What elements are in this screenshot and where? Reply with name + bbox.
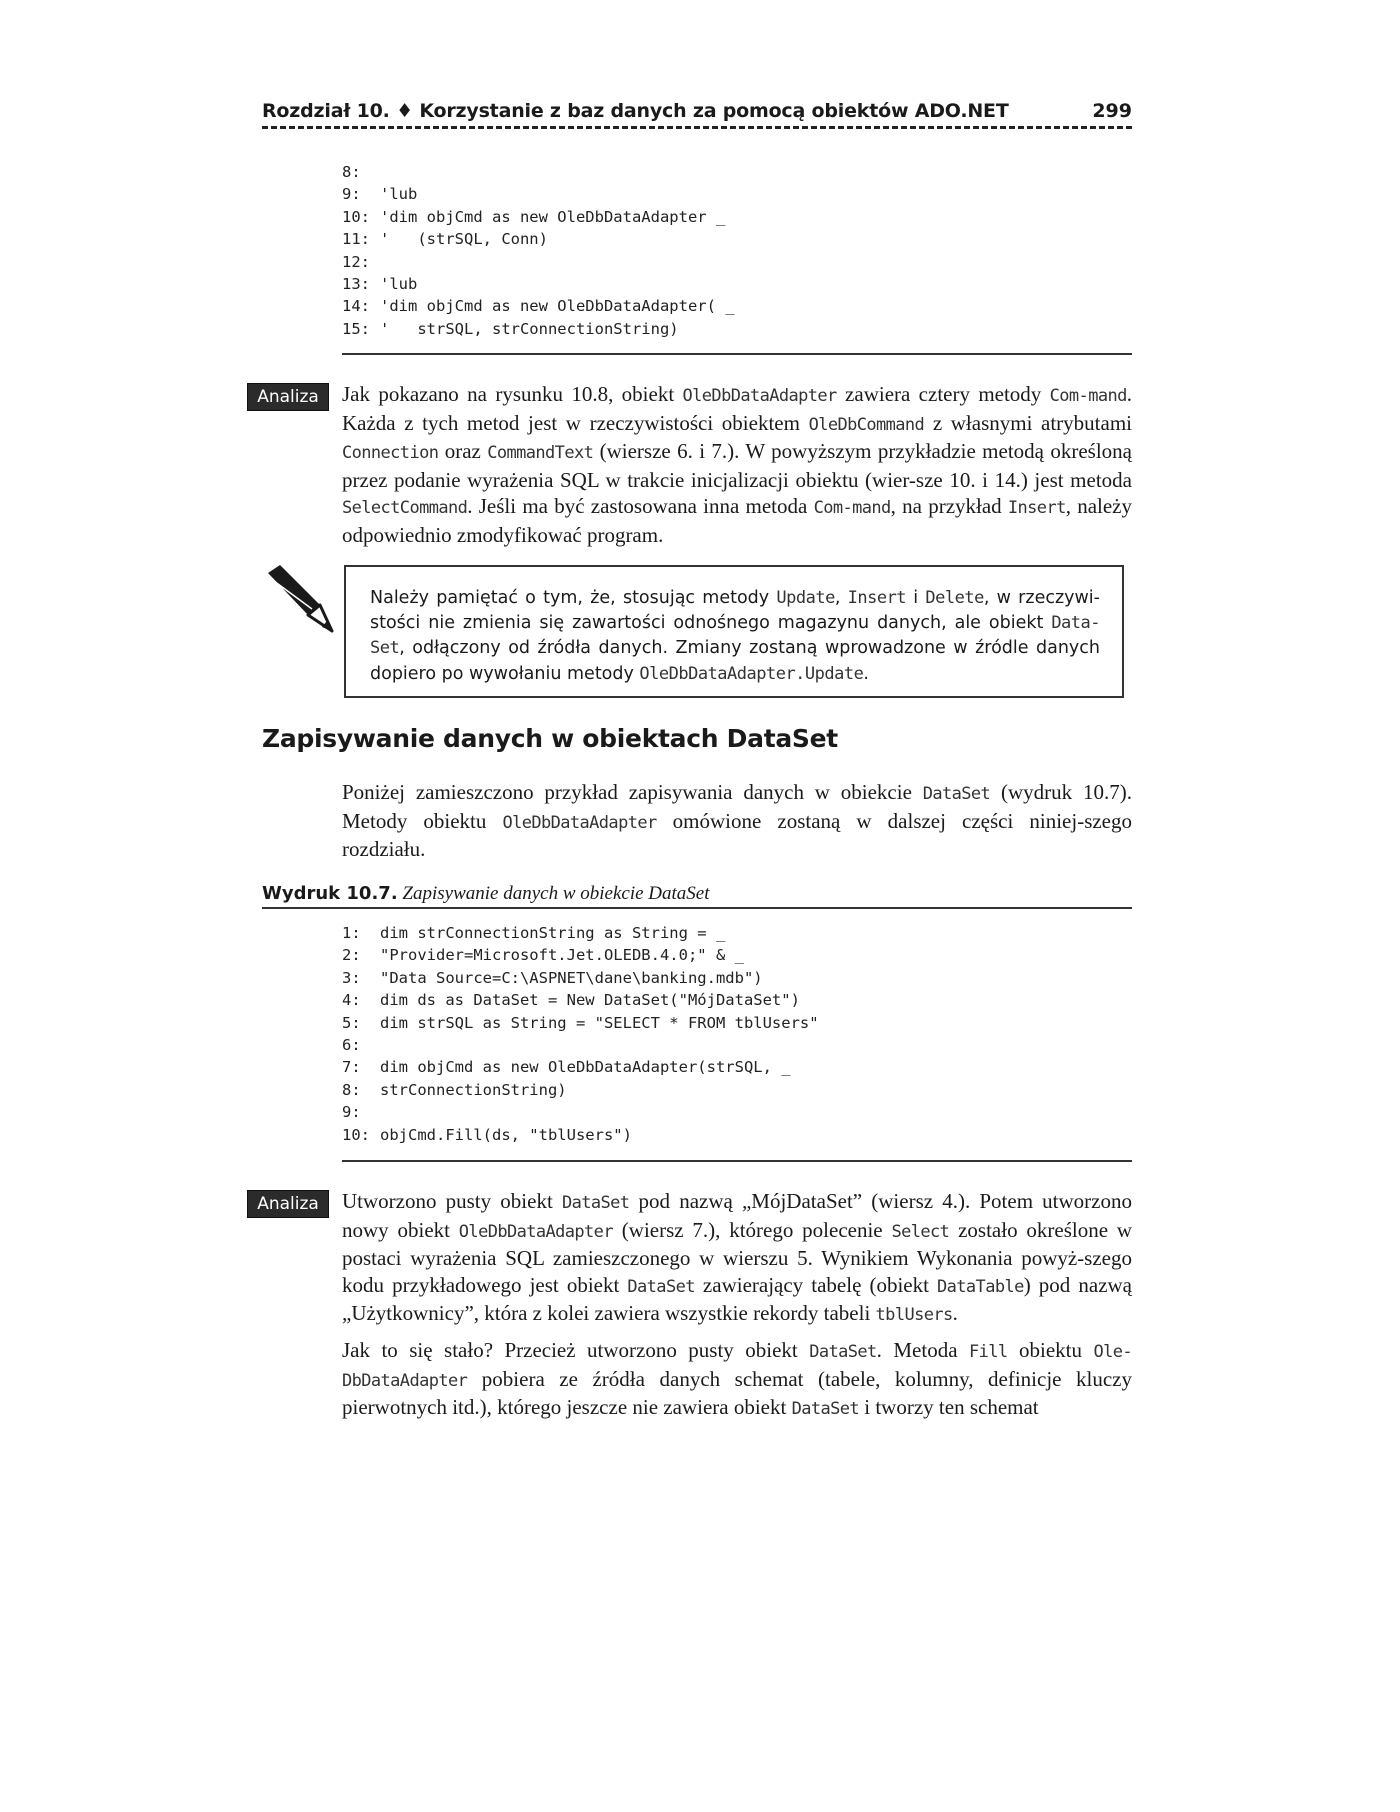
code-line-number: 15: — [342, 319, 370, 338]
text-run: i tworzy ten schemat — [859, 1395, 1039, 1420]
inline-code: SelectCommand — [342, 498, 468, 519]
code-line-number: 9: — [342, 185, 361, 204]
code-line-number: 5: — [342, 1013, 361, 1032]
code-line — [342, 1103, 380, 1121]
text-run: zawierający tabelę (obiekt — [694, 1272, 938, 1297]
code-line-number: 14: — [342, 297, 370, 316]
note-box — [344, 565, 1124, 698]
text-run: , w rzeczywi-stości nie zmienia się zawartości odnośnego magazynu danych, ale obiekt — [370, 588, 1100, 634]
text-run: ) pod nazwą „Użytkownicy”, która z kolei zawiera wszystkie rekordy tabeli — [342, 1272, 1132, 1326]
code-line — [342, 1126, 632, 1144]
inline-code: OleDbDataAdapter.Update — [639, 663, 864, 684]
code-line-text: "Data Source=C:\ASPNET\dane\banking.mdb") — [380, 968, 763, 987]
code-line-number: 10: — [342, 207, 370, 226]
code-line-text: 'lub — [380, 275, 418, 294]
listing-label: Wydruk 10.7. — [262, 883, 398, 904]
code-line — [342, 969, 763, 987]
inline-code: DataSet — [791, 1399, 860, 1420]
text-run: Utworzono pusty obiekt — [342, 1189, 562, 1213]
code-line — [342, 297, 735, 315]
text-run: obiektu — [1007, 1338, 1094, 1362]
code-line — [342, 946, 744, 964]
text-run: , należy odpowiednio zmodyfikować program. — [342, 494, 1132, 547]
inline-code: DataSet — [809, 1342, 877, 1362]
code-line-number: 6: — [342, 1036, 361, 1055]
code-line-number: 8: — [342, 1080, 361, 1099]
text-run: Jak pokazano na rysunku 10.8, obiekt — [342, 382, 683, 406]
text-run: zawiera cztery metody — [836, 382, 1050, 406]
text-run: (wiersze 6. i 7.). W powyższym przykładzie metodą określoną przez podanie wyrażenia SQL w trakcie inicjalizacji obiektu (wier-sze 10. i 14.) jest metoda — [342, 439, 1132, 492]
code-line — [342, 1036, 380, 1054]
code-line-text: 'lub — [380, 185, 418, 204]
page-number: 299 — [1092, 100, 1132, 122]
text-run: omówione zostaną w dalszej części niniej-szego rozdziału. — [342, 808, 1133, 862]
text-run: , odłączony od źródła danych. Zmiany zostaną wprowadzone w źródle danych dopiero po wywołaniu metody — [370, 638, 1100, 684]
inline-code: CommandText — [487, 443, 594, 464]
analysis-badge: Analiza — [247, 1190, 329, 1218]
inline-code: OleDbDataAdapter — [502, 812, 657, 833]
text-run: i — [906, 588, 926, 608]
code-line-text: dim strSQL as String = "SELECT * FROM tblUsers" — [380, 1013, 819, 1032]
code-line-number: 1: — [342, 924, 361, 942]
inline-code: DataSet — [627, 1276, 695, 1297]
code-line-number: 8: — [342, 163, 361, 181]
inline-code: DataSet — [922, 784, 991, 804]
running-header — [262, 98, 1132, 128]
code-line — [342, 208, 725, 226]
text-run: Należy pamiętać o tym, że, stosując metody — [370, 588, 777, 608]
inline-code: tblUsers — [875, 1305, 953, 1326]
code-line-number: 11: — [342, 230, 370, 249]
text-run: . — [863, 663, 869, 684]
text-run: , — [834, 588, 848, 608]
inline-code: Insert — [1007, 498, 1066, 519]
code-end-rule — [342, 353, 1132, 355]
code-line-text: 'dim objCmd as new OleDbDataAdapter _ — [380, 207, 726, 226]
text-run: Poniżej zamieszczono przykład zapisywania danych w obiekcie — [342, 780, 923, 804]
code-line-text: ' (strSQL, Conn) — [380, 230, 548, 249]
code-line-text: dim strConnectionString as String = _ — [380, 924, 726, 942]
code-line — [342, 230, 548, 248]
header-rule — [262, 126, 1132, 129]
code-line — [342, 253, 380, 271]
text-run: . Każda z tych metod jest w rzeczywistości obiektem — [342, 382, 1132, 435]
code-line-text: 'dim objCmd as new OleDbDataAdapter( _ — [380, 297, 735, 316]
text-run: oraz — [438, 439, 488, 464]
text-run: pod nazwą „MójDataSet” (wiersz 4.). Potem utworzono nowy obiekt — [342, 1189, 1132, 1242]
inline-code: Update — [776, 588, 835, 608]
intro-paragraph — [342, 779, 1132, 863]
code-line-text: strConnectionString) — [380, 1080, 567, 1099]
code-line — [342, 991, 800, 1009]
code-line-text: dim ds as DataSet = New DataSet("MójDataSet") — [380, 991, 800, 1010]
listing-caption-rule — [262, 907, 1132, 909]
code-line-number: 9: — [342, 1103, 361, 1122]
code-line-number: 10: — [342, 1125, 370, 1144]
code-line-number: 3: — [342, 968, 361, 987]
code-line-number: 2: — [342, 946, 361, 965]
code-line-number: 12: — [342, 252, 370, 271]
section-heading: Zapisywanie danych w obiektach DataSet — [262, 724, 838, 753]
inline-code: OleDbDataAdapter — [458, 1221, 613, 1242]
inline-code: OleDbDataAdapter — [682, 386, 837, 406]
code-line — [342, 1058, 791, 1076]
analysis-badge: Analiza — [247, 383, 329, 411]
code-line — [342, 275, 417, 293]
analysis-paragraph — [342, 381, 1132, 549]
pencil-icon — [262, 565, 334, 635]
text-run: z własnymi atrybutami — [924, 410, 1132, 435]
text-run: (wiersz 7.), którego polecenie — [612, 1217, 892, 1242]
inline-code: Data-Set — [370, 613, 1100, 659]
text-run: , na przykład — [890, 494, 1008, 519]
code-line — [342, 163, 380, 181]
text-run: . Metoda — [876, 1338, 969, 1362]
text-run: pobiera ze źródła danych schemat (tabele, kolumny, definicje kluczy pierwotnych itd.), którego jeszcze nie zawiera obiekt — [342, 1366, 1132, 1420]
text-run: . Jeśli ma być zastosowana inna metoda — [467, 494, 814, 519]
inline-code: Com-mand — [813, 498, 891, 519]
code-line-text: objCmd.Fill(ds, "tblUsers") — [380, 1125, 632, 1144]
inline-code: Select — [891, 1221, 950, 1242]
code-line-number: 13: — [342, 275, 370, 294]
analysis-paragraph — [342, 1188, 1132, 1329]
code-line-text: ' strSQL, strConnectionString) — [380, 319, 679, 338]
listing-caption — [262, 883, 1132, 907]
inline-code: OleDbCommand — [808, 414, 925, 435]
inline-code: Connection — [342, 443, 439, 464]
inline-code: Fill — [968, 1342, 1008, 1362]
code-line — [342, 924, 725, 942]
inline-code: Com-mand — [1049, 386, 1127, 406]
code-line — [342, 1081, 567, 1099]
code-line-number: 4: — [342, 991, 361, 1010]
listing-title: Zapisywanie danych w obiekcie DataSet — [402, 883, 710, 904]
inline-code: Insert — [847, 588, 907, 608]
code-line-text: dim objCmd as new OleDbDataAdapter(strSQL, _ — [380, 1058, 791, 1077]
code-listing — [342, 922, 819, 1146]
closing-paragraph — [342, 1337, 1132, 1423]
text-run: Jak to się stało? Przecież utworzono pusty obiekt — [342, 1338, 810, 1362]
inline-code: Ole-DbDataAdapter — [342, 1342, 1132, 1391]
text-run: zostało określone w postaci wyrażenia SQL zamieszczonego w wierszu 5. Wynikiem Wykonania powyż-szego kodu przykładowego jest obiekt — [342, 1217, 1133, 1297]
code-line — [342, 320, 679, 338]
inline-code: DataSet — [561, 1193, 630, 1213]
listing-end-rule — [342, 1160, 1132, 1162]
code-block-top — [342, 161, 735, 340]
inline-code: Delete — [925, 588, 984, 608]
code-line — [342, 1014, 819, 1032]
code-line-text: "Provider=Microsoft.Jet.OLEDB.4.0;" & _ — [380, 946, 744, 965]
inline-code: DataTable — [937, 1276, 1024, 1297]
running-header-title: Rozdział 10. ♦ Korzystanie z baz danych za pomocą obiektów ADO.NET — [262, 100, 1009, 122]
code-line-number: 7: — [342, 1058, 361, 1077]
code-line — [342, 185, 417, 203]
text-run: . — [952, 1301, 958, 1326]
text-run: (wydruk 10.7). Metody obiektu — [342, 780, 1132, 833]
